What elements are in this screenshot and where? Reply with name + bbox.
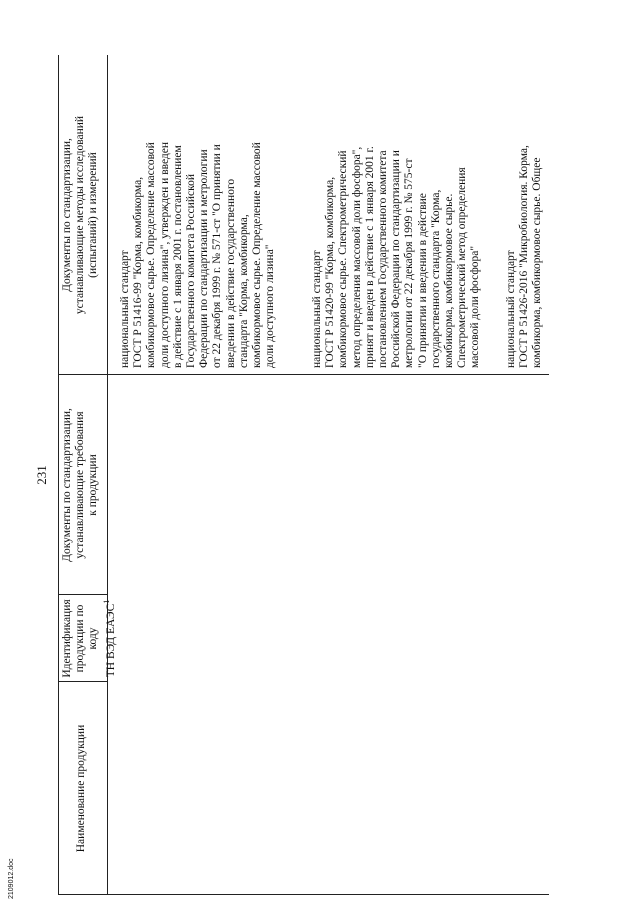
standards-table [58,55,549,895]
header-tn-ved-code [61,595,118,682]
rotated-content [34,55,554,895]
entry-line: комбикормовое сырье. Спектрометрический [337,150,350,368]
entry-line: комбикорма, комбикормовое сырье. [443,193,456,368]
header-tn-ved-line: продукции по коду [74,604,99,673]
entry-line: Российской Федерации по стандартизации и [390,150,403,368]
header-requirements-line: к продукции [87,454,99,516]
entry-line: принят и введен в действие с 1 января 2001 г. [363,146,376,368]
standard-entry [311,146,483,368]
standard-entry [505,145,545,368]
header-requirements-line: Документы по стандартизации, [61,408,73,562]
entry-line: в действие с 1 января 2001 г. постановлением [171,145,184,368]
header-methods-docs [61,55,100,375]
entry-line: национальный стандарт [119,250,131,368]
header-tn-ved-line: ТН ВЭД ЕАЭС [104,603,117,678]
header-methods-line: (испытаний) и измерений [87,152,99,278]
entry-line: национальный стандарт [311,250,323,368]
entry-line: Государственного комитета Российской [185,174,198,368]
entry-line: национальный стандарт [505,250,517,368]
entry-line: государственного стандарта "Корма, [429,189,442,368]
entry-line: "О принятии и введении в действие [416,193,429,368]
header-methods-line: устанавливающие методы исследований [74,115,86,315]
page-number: 231 [34,465,49,485]
header-requirements-line: устанавливающие требования [74,411,86,559]
table-border-left [59,894,549,895]
entry-line: массовой доли фосфора" [469,245,482,368]
entry-line: комбикормовое сырье. Определение массовой [145,142,158,368]
entry-line: ГОСТ Р 51420-99 "Корма, комбикорма, [324,176,337,368]
entry-line: доли доступного лизина", утвержден и введен [158,141,171,368]
entry-line: от 22 декабря 1999 г. № 571-ст "О принятии и [211,144,224,368]
col-divider-3 [59,374,549,375]
footnote-marker: 1 [102,599,111,604]
entry-line: Спектрометрический метод определения [456,167,469,368]
entry-line: введении в действие государственного [224,178,237,368]
entry-line: комбикормовое сырье. Определение массовой [251,142,264,368]
header-product-name: Наименование продукции [75,724,87,853]
entry-line: Федерации по стандартизации и метрологии [198,149,211,368]
entry-line: комбикорма, комбикормовое сырье. Общее [531,157,544,368]
entry-line: ГОСТ Р 51416-99 "Корма, комбикорма, [132,176,145,368]
entry-line: метод определения массовой доли фосфора", [350,146,363,368]
entry-line: ГОСТ Р 51426-2016 "Микробиология. Корма, [518,145,531,368]
entry-line: стандарта "Корма, комбикорма, [237,214,250,368]
standard-entry [119,142,277,368]
footer-filename: 2109012.doc [8,858,15,899]
header-tn-ved-line: Идентификация [61,599,73,678]
header-methods-line: Документы по стандартизации, [61,138,73,292]
entry-line: постановлением Государственного комитета [377,150,390,368]
entry-line: метрологии от 22 декабря 1999 г. № 575-ст [403,158,416,368]
header-requirements-docs [61,375,100,595]
entry-line: доли доступного лизина" [264,244,277,368]
